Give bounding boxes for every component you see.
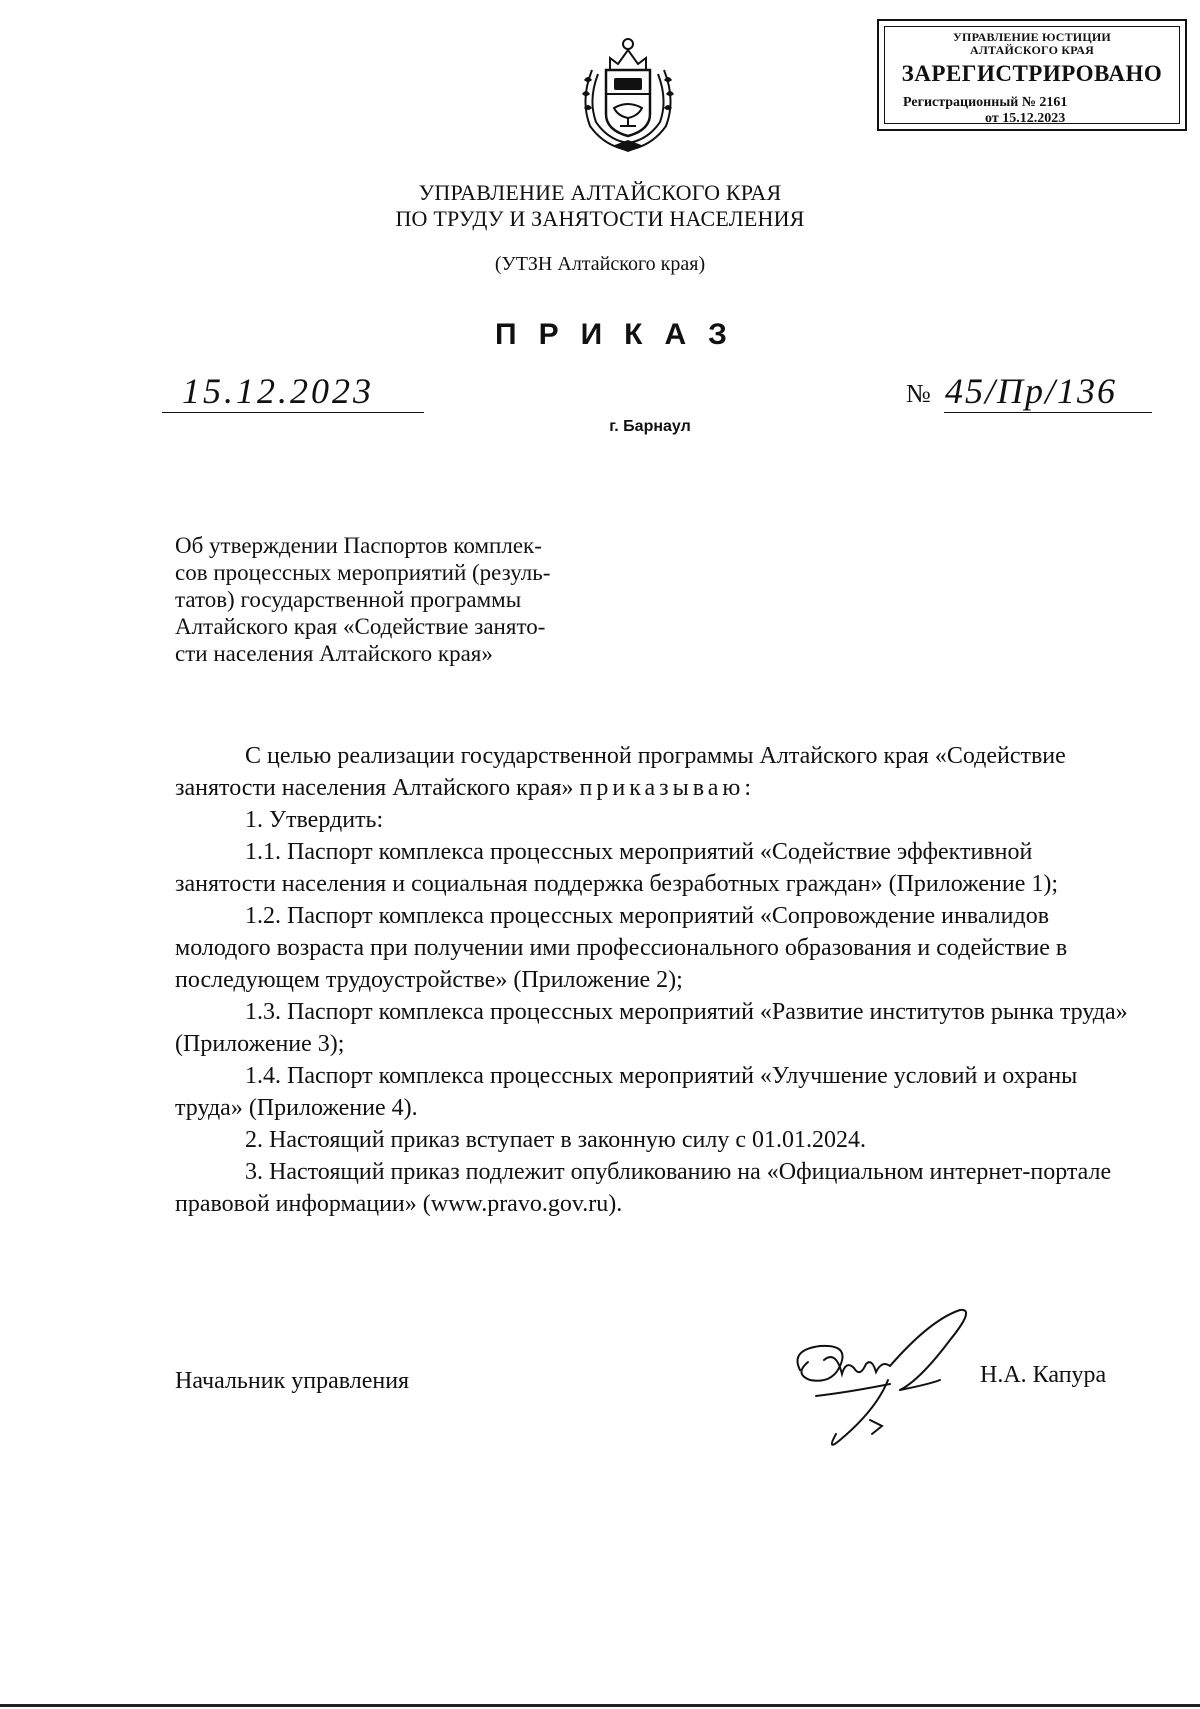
clause-2: 2. Настоящий приказ вступает в законную силу с 01.01.2024. xyxy=(245,1127,866,1153)
stamp-date-label: от xyxy=(985,111,999,126)
document-date: 15.12.2023 xyxy=(182,371,374,411)
order-colon: : xyxy=(744,775,752,801)
stamp-reg-number: 2161 xyxy=(1039,95,1068,110)
stamp-registration xyxy=(903,95,1067,127)
city: г. Барнаул xyxy=(609,418,691,435)
stamp-date: 15.12.2023 xyxy=(1002,111,1066,126)
subject-line: Алтайского края «Содействие занято- xyxy=(175,614,546,639)
clause-1-4: 1.4. Паспорт комплекса процессных мероприятий «Улучшение условий и охраны труда» (Приложение 4). xyxy=(175,1063,1078,1121)
number-underline xyxy=(944,412,1152,413)
subject-line: сов процессных мероприятий (резуль- xyxy=(175,560,551,585)
ministry-line2: ПО ТРУДУ И ЗАНЯТОСТИ НАСЕЛЕНИЯ xyxy=(395,206,805,231)
signatory-name: Н.А. Капура xyxy=(980,1362,1107,1388)
clause-1: 1. Утвердить: xyxy=(245,807,384,833)
document-body xyxy=(175,740,1130,1220)
number-sign: № xyxy=(906,379,931,408)
handwritten-signature-icon xyxy=(780,1300,980,1460)
stamp-status: ЗАРЕГИСТРИРОВАНО xyxy=(901,61,1163,86)
preamble-paragraph xyxy=(175,740,1130,804)
registration-stamp xyxy=(877,19,1187,131)
stamp-org-line2: АЛТАЙСКОГО КРАЯ xyxy=(970,43,1094,57)
subject-line: сти населения Алтайского края» xyxy=(175,641,493,666)
stamp-org-line1: УПРАВЛЕНИЕ ЮСТИЦИИ xyxy=(953,30,1111,44)
stamp-organization xyxy=(885,31,1179,57)
page-bottom-edge xyxy=(0,1704,1200,1707)
signatory-position: Начальник управления xyxy=(175,1368,410,1394)
clause-1-3: 1.3. Паспорт комплекса процессных мероприятий «Развитие институтов рынка труда» (Приложение 3); xyxy=(175,999,1128,1057)
order-word: приказываю xyxy=(579,775,745,801)
stamp-reg-label: Регистрационный № xyxy=(903,95,1036,110)
date-underline xyxy=(162,412,424,413)
subject-line: татов) государственной программы xyxy=(175,587,522,612)
subject-line: Об утверждении Паспортов комплек- xyxy=(175,533,542,558)
ministry-name xyxy=(380,180,820,232)
ministry-line1: УПРАВЛЕНИЕ АЛТАЙСКОГО КРАЯ xyxy=(418,180,782,205)
coat-of-arms-icon xyxy=(574,30,682,154)
clause-3: 3. Настоящий приказ подлежит опубликованию на «Официальном интернет-портале правовой информации» (www.pravo.gov.ru). xyxy=(175,1159,1112,1217)
preamble-text: С целью реализации государственной программы Алтайского края «Содействие занятости населения Алтайского края» xyxy=(175,743,1066,801)
document-number: 45/Пр/136 xyxy=(945,371,1118,411)
document-type-title: ПРИКАЗ xyxy=(495,318,749,351)
document-subject xyxy=(175,532,655,667)
clause-1-2: 1.2. Паспорт комплекса процессных мероприятий «Сопровождение инвалидов молодого возраста при получении ими профессионального образования и содействие в последующем трудоустройстве» (Приложение 2); xyxy=(175,903,1068,993)
ministry-abbreviation: (УТЗН Алтайского края) xyxy=(494,253,706,275)
clause-1-1: 1.1. Паспорт комплекса процессных мероприятий «Содействие эффективной занятости населения и социальная поддержка безработных граждан» (Приложение 1); xyxy=(175,839,1059,897)
